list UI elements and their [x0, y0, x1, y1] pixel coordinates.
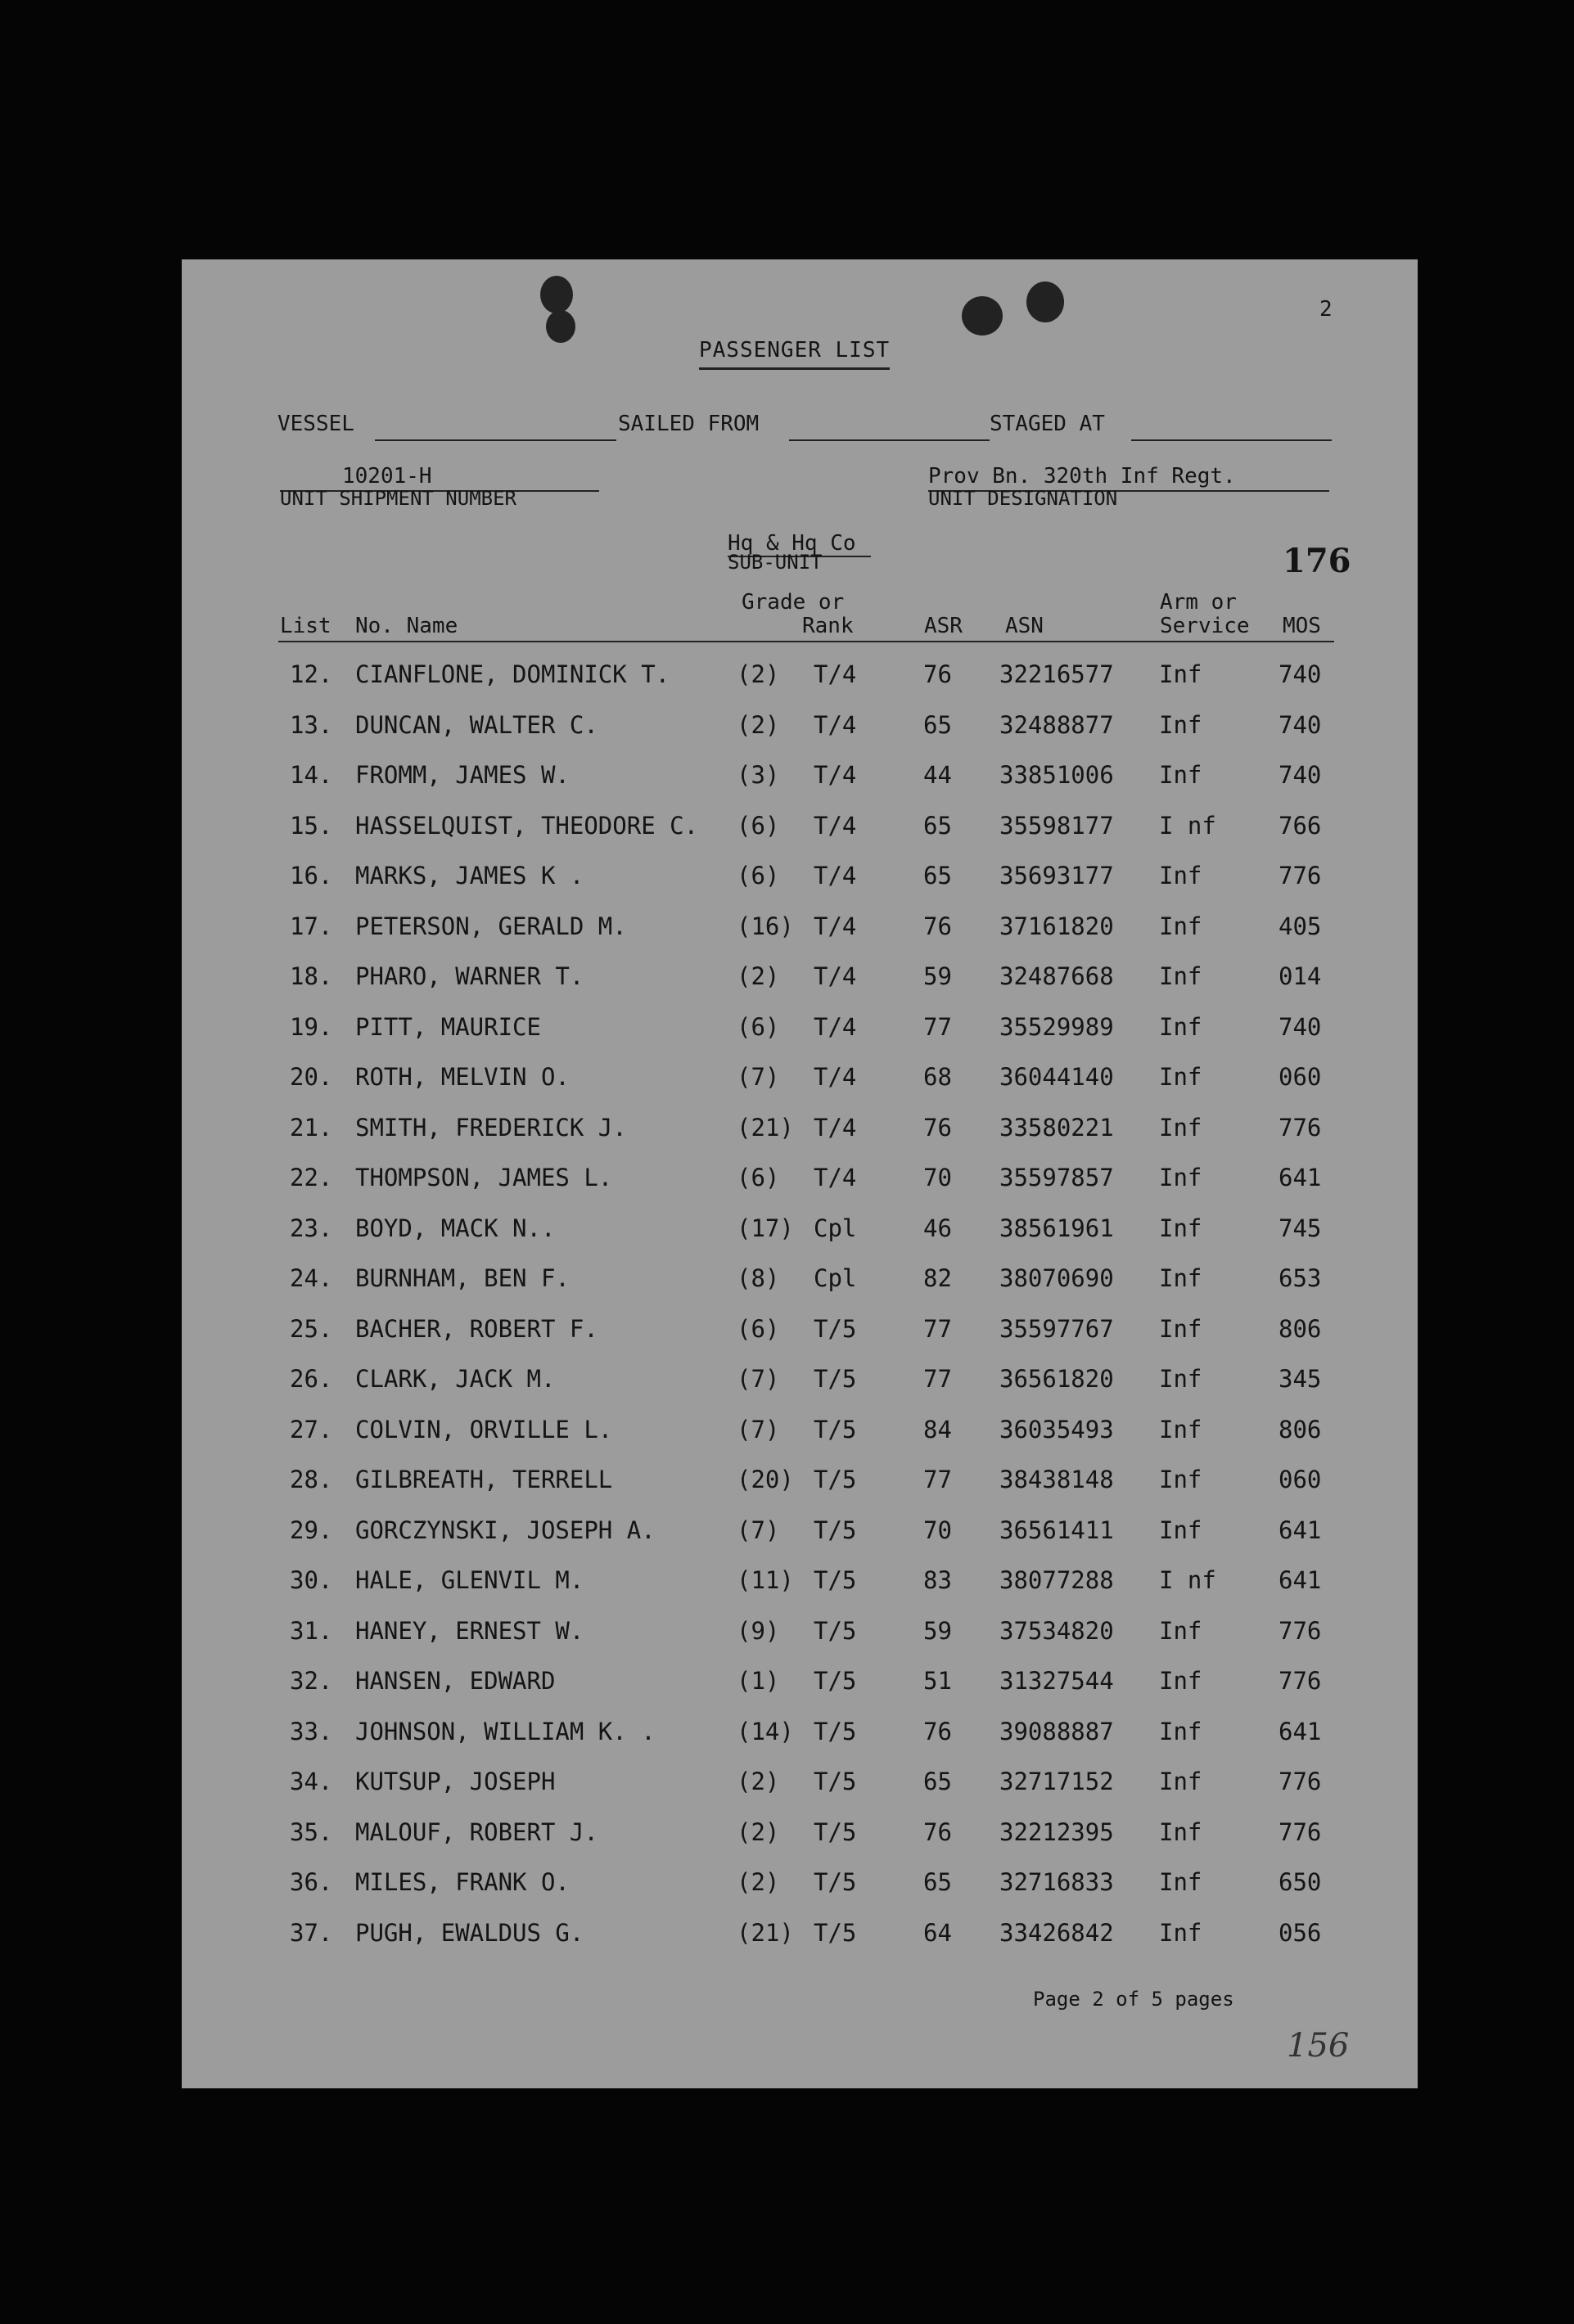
cell-asn: 32212395: [999, 1817, 1114, 1846]
staged-at-blank: [1131, 439, 1332, 441]
cell-arm: Inf: [1159, 1616, 1202, 1645]
cell-mos: 740: [1279, 1012, 1322, 1041]
cell-mos: 060: [1279, 1466, 1322, 1493]
cell-asn: 37161820: [999, 912, 1114, 940]
unit-shipment-number-value: 10201-H: [342, 464, 432, 489]
cell-asr: 77: [923, 1012, 952, 1041]
cell-arm: Inf: [1159, 1012, 1202, 1041]
sub-unit-label: SUB-UNIT: [728, 551, 823, 574]
cell-no: 18.: [290, 962, 333, 990]
corner-mark: 2: [1319, 297, 1333, 322]
page-title: PASSENGER LIST: [699, 338, 890, 370]
cell-asr: 77: [923, 1466, 952, 1493]
vessel-blank: [375, 439, 616, 441]
sailed-from-blank: [789, 439, 990, 441]
col-grade-or-header: Grade or: [742, 590, 845, 615]
cell-no: 30.: [290, 1566, 333, 1594]
cell-arm: Inf: [1159, 1365, 1202, 1393]
cell-rank: Cpl: [814, 1214, 857, 1242]
cell-grade: (7): [737, 1516, 780, 1544]
cell-name: HALE, GLENVIL M.: [355, 1566, 584, 1594]
cell-grade: (6): [737, 1314, 780, 1343]
cell-name: CIANFLONE, DOMINICK T.: [355, 660, 670, 688]
cell-no: 28.: [290, 1466, 333, 1493]
cell-asr: 65: [923, 1868, 952, 1896]
cell-asn: 32216577: [999, 660, 1114, 688]
cell-asn: 37534820: [999, 1616, 1114, 1645]
cell-name: FROMM, JAMES W.: [355, 761, 570, 789]
cell-arm: I nf: [1159, 1566, 1216, 1594]
cell-grade: (11): [737, 1566, 794, 1594]
cell-asn: 36044140: [999, 1063, 1114, 1091]
table-row: [182, 1214, 1418, 1247]
cell-arm: Inf: [1159, 710, 1202, 739]
cell-grade: (7): [737, 1063, 780, 1091]
cell-rank: T/4: [814, 1063, 857, 1091]
cell-asn: 38438148: [999, 1466, 1114, 1493]
cell-rank: T/5: [814, 1768, 857, 1795]
table-row: [182, 812, 1418, 844]
cell-asn: 36561820: [999, 1365, 1114, 1393]
cell-name: BOYD, MACK N..: [355, 1214, 556, 1242]
sailed-from-label: SAILED FROM: [618, 412, 760, 436]
cell-rank: T/5: [814, 1466, 857, 1493]
table-row: [182, 1416, 1418, 1448]
cell-mos: 056: [1279, 1918, 1322, 1947]
cell-mos: 641: [1279, 1164, 1322, 1191]
cell-no: 17.: [290, 912, 333, 940]
cell-rank: T/5: [814, 1868, 857, 1896]
table-row: [182, 1063, 1418, 1096]
cell-asr: 59: [923, 962, 952, 990]
table-row: [182, 1617, 1418, 1650]
cell-mos: 060: [1279, 1063, 1322, 1091]
cell-rank: T/5: [814, 1314, 857, 1343]
handwritten-number: 156: [1287, 2027, 1350, 2065]
cell-no: 25.: [290, 1314, 333, 1343]
cell-arm: I nf: [1159, 811, 1216, 840]
cell-no: 34.: [290, 1768, 333, 1795]
cell-asr: 59: [923, 1616, 952, 1645]
cell-name: GILBREATH, TERRELL: [355, 1466, 613, 1493]
cell-grade: (6): [737, 811, 780, 840]
cell-grade: (2): [737, 1868, 780, 1896]
table-row: [182, 660, 1418, 693]
cell-name: PHARO, WARNER T.: [355, 962, 584, 990]
table-row: [182, 1566, 1418, 1599]
punch-hole: [962, 296, 1003, 336]
cell-mos: 641: [1279, 1566, 1322, 1594]
punch-hole: [1026, 281, 1064, 322]
table-row: [182, 1466, 1418, 1498]
cell-asn: 35598177: [999, 811, 1114, 840]
cell-asr: 68: [923, 1063, 952, 1091]
cell-asn: 32716833: [999, 1868, 1114, 1896]
cell-arm: Inf: [1159, 962, 1202, 990]
cell-asn: 33580221: [999, 1113, 1114, 1142]
staged-at-label: STAGED AT: [990, 412, 1105, 436]
cell-arm: Inf: [1159, 1918, 1202, 1947]
cell-no: 23.: [290, 1214, 333, 1242]
cell-mos: 776: [1279, 1616, 1322, 1645]
cell-asr: 76: [923, 1717, 952, 1745]
cell-asr: 64: [923, 1918, 952, 1947]
cell-arm: Inf: [1159, 1164, 1202, 1191]
cell-name: KUTSUP, JOSEPH: [355, 1768, 556, 1795]
col-asr-header: ASR: [924, 614, 963, 638]
col-no-name-header: No. Name: [355, 614, 458, 638]
cell-rank: T/4: [814, 1012, 857, 1041]
cell-name: PETERSON, GERALD M.: [355, 912, 627, 940]
cell-asr: 77: [923, 1365, 952, 1393]
col-mos-header: MOS: [1283, 614, 1321, 638]
cell-no: 21.: [290, 1113, 333, 1142]
cell-no: 26.: [290, 1365, 333, 1393]
cell-mos: 776: [1279, 1817, 1322, 1846]
cell-asn: 32488877: [999, 710, 1114, 739]
cell-arm: Inf: [1159, 1264, 1202, 1292]
cell-mos: 650: [1279, 1868, 1322, 1896]
cell-name: ROTH, MELVIN O.: [355, 1063, 570, 1091]
cell-asn: 36561411: [999, 1516, 1114, 1544]
cell-asn: 31327544: [999, 1667, 1114, 1695]
cell-mos: 740: [1279, 710, 1322, 739]
cell-name: PUGH, EWALDUS G.: [355, 1918, 584, 1947]
cell-arm: Inf: [1159, 761, 1202, 789]
document-page: [182, 259, 1418, 2088]
unit-designation-value: Prov Bn. 320th Inf Regt.: [928, 464, 1236, 489]
cell-asr: 76: [923, 660, 952, 688]
cell-rank: T/5: [814, 1365, 857, 1393]
cell-no: 12.: [290, 660, 333, 688]
cell-arm: Inf: [1159, 1214, 1202, 1242]
cell-mos: 776: [1279, 1113, 1322, 1142]
cell-asn: 32717152: [999, 1768, 1114, 1795]
cell-name: THOMPSON, JAMES L.: [355, 1164, 613, 1191]
cell-name: CLARK, JACK M.: [355, 1365, 556, 1393]
cell-arm: Inf: [1159, 1717, 1202, 1745]
cell-rank: T/4: [814, 962, 857, 990]
cell-rank: T/4: [814, 1113, 857, 1142]
table-row: [182, 962, 1418, 995]
cell-mos: 740: [1279, 761, 1322, 789]
cell-no: 20.: [290, 1063, 333, 1091]
cell-grade: (8): [737, 1264, 780, 1292]
cell-name: MALOUF, ROBERT J.: [355, 1817, 598, 1846]
cell-no: 14.: [290, 761, 333, 789]
cell-rank: T/5: [814, 1918, 857, 1947]
cell-rank: T/5: [814, 1566, 857, 1594]
cell-rank: T/4: [814, 1164, 857, 1191]
cell-mos: 653: [1279, 1264, 1322, 1292]
unit-designation-label: UNIT DESIGNATION: [928, 487, 1118, 510]
col-asn-header: ASN: [1005, 614, 1044, 638]
cell-grade: (6): [737, 862, 780, 890]
cell-no: 16.: [290, 862, 333, 890]
cell-grade: (9): [737, 1616, 780, 1645]
cell-asn: 38561961: [999, 1214, 1114, 1242]
table-row: [182, 1365, 1418, 1398]
table-row: [182, 1768, 1418, 1800]
cell-name: MILES, FRANK O.: [355, 1868, 570, 1896]
cell-rank: Cpl: [814, 1264, 857, 1292]
cell-mos: 766: [1279, 811, 1322, 840]
cell-grade: (21): [737, 1113, 794, 1142]
unit-shipment-number-label: UNIT SHIPMENT NUMBER: [280, 487, 516, 510]
cell-asn: 33851006: [999, 761, 1114, 789]
cell-rank: T/4: [814, 912, 857, 940]
cell-no: 15.: [290, 811, 333, 840]
cell-asr: 65: [923, 862, 952, 890]
cell-asr: 84: [923, 1415, 952, 1443]
cell-asr: 44: [923, 761, 952, 789]
cell-asn: 38070690: [999, 1264, 1114, 1292]
header-underline: [278, 641, 1334, 642]
page-count: Page 2 of 5 pages: [1033, 1988, 1234, 2011]
table-row: [182, 761, 1418, 794]
table-row: [182, 1919, 1418, 1952]
cell-grade: (17): [737, 1214, 794, 1242]
cell-mos: 641: [1279, 1717, 1322, 1745]
cell-arm: Inf: [1159, 1768, 1202, 1795]
cell-rank: T/4: [814, 710, 857, 739]
cell-mos: 745: [1279, 1214, 1322, 1242]
page-stamp-number: 176: [1283, 542, 1351, 580]
cell-name: GORCZYNSKI, JOSEPH A.: [355, 1516, 656, 1544]
cell-rank: T/5: [814, 1717, 857, 1745]
cell-mos: 806: [1279, 1415, 1322, 1443]
cell-grade: (6): [737, 1164, 780, 1191]
cell-grade: (2): [737, 710, 780, 739]
cell-no: 22.: [290, 1164, 333, 1191]
cell-asr: 82: [923, 1264, 952, 1292]
cell-grade: (6): [737, 1012, 780, 1041]
cell-asr: 51: [923, 1667, 952, 1695]
cell-name: MARKS, JAMES K .: [355, 862, 584, 890]
cell-asr: 77: [923, 1314, 952, 1343]
cell-rank: T/5: [814, 1415, 857, 1443]
cell-no: 33.: [290, 1717, 333, 1745]
cell-grade: (2): [737, 1768, 780, 1795]
cell-grade: (2): [737, 1817, 780, 1846]
cell-asn: 35693177: [999, 862, 1114, 890]
cell-asn: 32487668: [999, 962, 1114, 990]
cell-name: PITT, MAURICE: [355, 1012, 541, 1041]
col-rank-header: Rank: [802, 614, 854, 638]
cell-no: 31.: [290, 1616, 333, 1645]
table-row: [182, 1818, 1418, 1851]
cell-no: 13.: [290, 710, 333, 739]
cell-mos: 014: [1279, 962, 1322, 990]
cell-arm: Inf: [1159, 1314, 1202, 1343]
cell-rank: T/5: [814, 1817, 857, 1846]
cell-name: BURNHAM, BEN F.: [355, 1264, 570, 1292]
table-row: [182, 912, 1418, 945]
cell-arm: Inf: [1159, 862, 1202, 890]
cell-arm: Inf: [1159, 1415, 1202, 1443]
cell-arm: Inf: [1159, 1868, 1202, 1896]
cell-name: JOHNSON, WILLIAM K. .: [355, 1717, 656, 1745]
cell-grade: (1): [737, 1667, 780, 1695]
cell-asr: 65: [923, 1768, 952, 1795]
cell-no: 35.: [290, 1817, 333, 1846]
cell-asn: 35597767: [999, 1314, 1114, 1343]
cell-no: 37.: [290, 1918, 333, 1947]
table-row: [182, 1114, 1418, 1146]
cell-mos: 806: [1279, 1314, 1322, 1343]
cell-name: HANSEN, EDWARD: [355, 1667, 556, 1695]
cell-asn: 35529989: [999, 1012, 1114, 1041]
cell-no: 24.: [290, 1264, 333, 1292]
cell-mos: 776: [1279, 862, 1322, 890]
cell-arm: Inf: [1159, 1113, 1202, 1142]
cell-asr: 46: [923, 1214, 952, 1242]
cell-asr: 70: [923, 1516, 952, 1544]
vessel-label: VESSEL: [277, 412, 354, 436]
cell-rank: T/4: [814, 660, 857, 688]
cell-mos: 641: [1279, 1516, 1322, 1544]
cell-grade: (7): [737, 1415, 780, 1443]
cell-asr: 76: [923, 912, 952, 940]
cell-no: 19.: [290, 1012, 333, 1041]
cell-arm: Inf: [1159, 660, 1202, 688]
cell-arm: Inf: [1159, 1063, 1202, 1091]
cell-asr: 65: [923, 811, 952, 840]
cell-grade: (16): [737, 912, 794, 940]
punch-hole: [546, 310, 575, 343]
cell-grade: (21): [737, 1918, 794, 1947]
cell-asr: 65: [923, 710, 952, 739]
table-row: [182, 1718, 1418, 1750]
cell-arm: Inf: [1159, 1667, 1202, 1695]
cell-rank: T/4: [814, 862, 857, 890]
cell-asr: 70: [923, 1164, 952, 1191]
table-row: [182, 1516, 1418, 1549]
col-list-header: List: [280, 614, 331, 638]
cell-rank: T/5: [814, 1516, 857, 1544]
cell-asn: 36035493: [999, 1415, 1114, 1443]
table-row: [182, 1315, 1418, 1348]
cell-rank: T/5: [814, 1616, 857, 1645]
cell-mos: 345: [1279, 1365, 1322, 1393]
cell-asr: 76: [923, 1817, 952, 1846]
table-row: [182, 1667, 1418, 1700]
col-service-header: Service: [1160, 614, 1250, 638]
cell-mos: 405: [1279, 912, 1322, 940]
cell-no: 36.: [290, 1868, 333, 1896]
cell-asn: 35597857: [999, 1164, 1114, 1191]
cell-name: BACHER, ROBERT F.: [355, 1314, 598, 1343]
cell-asr: 83: [923, 1566, 952, 1594]
cell-mos: 776: [1279, 1768, 1322, 1795]
cell-rank: T/4: [814, 761, 857, 789]
table-row: [182, 1868, 1418, 1901]
cell-arm: Inf: [1159, 1466, 1202, 1493]
table-row: [182, 1013, 1418, 1046]
cell-no: 27.: [290, 1415, 333, 1443]
cell-grade: (3): [737, 761, 780, 789]
cell-name: HASSELQUIST, THEODORE C.: [355, 811, 699, 840]
col-arm-or-header: Arm or: [1160, 590, 1237, 615]
cell-asn: 39088887: [999, 1717, 1114, 1745]
cell-name: SMITH, FREDERICK J.: [355, 1113, 627, 1142]
cell-name: HANEY, ERNEST W.: [355, 1616, 584, 1645]
cell-asr: 76: [923, 1113, 952, 1142]
cell-grade: (7): [737, 1365, 780, 1393]
cell-arm: Inf: [1159, 912, 1202, 940]
cell-no: 32.: [290, 1667, 333, 1695]
table-row: [182, 862, 1418, 894]
cell-grade: (20): [737, 1466, 794, 1493]
cell-arm: Inf: [1159, 1516, 1202, 1544]
table-row: [182, 1264, 1418, 1297]
cell-name: COLVIN, ORVILLE L.: [355, 1415, 613, 1443]
cell-mos: 776: [1279, 1667, 1322, 1695]
cell-name: DUNCAN, WALTER C.: [355, 710, 598, 739]
cell-asn: 33426842: [999, 1918, 1114, 1947]
cell-asn: 38077288: [999, 1566, 1114, 1594]
cell-grade: (2): [737, 660, 780, 688]
table-row: [182, 711, 1418, 744]
punch-hole: [540, 276, 573, 313]
cell-grade: (2): [737, 962, 780, 990]
cell-arm: Inf: [1159, 1817, 1202, 1846]
cell-grade: (14): [737, 1717, 794, 1745]
sub-unit-value: Hq & Hq Co: [728, 531, 856, 556]
cell-rank: T/4: [814, 811, 857, 840]
cell-mos: 740: [1279, 660, 1322, 688]
table-row: [182, 1164, 1418, 1196]
cell-no: 29.: [290, 1516, 333, 1544]
cell-rank: T/5: [814, 1667, 857, 1695]
